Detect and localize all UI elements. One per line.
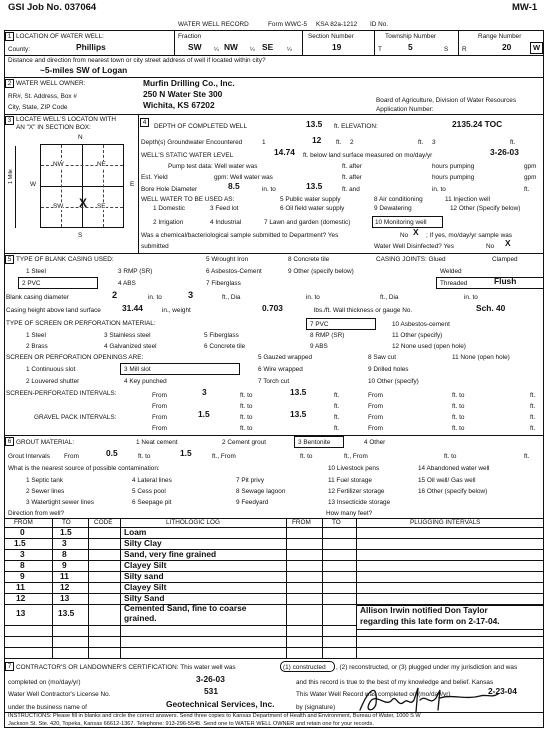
use-monitoring: 10 Monitoring well [375,219,427,226]
opening-drilled: 9 Drilled holes [368,366,409,373]
record-completed-label: This Water Well Record was completed on (mo/day/yr) [296,691,451,698]
log-header-plugging: PLUGGING INTERVALS [410,519,481,526]
use-air-conditioning: 8 Air conditioning [374,196,423,203]
spi-ft-2: ft. [530,392,536,399]
compass-east: E [130,181,135,188]
section-7-number: 7 [5,662,14,671]
gpi-from-label-2: From [368,414,383,421]
blank-to-value: 3 [188,290,194,300]
distance-value: ~5-miles SW of Logan [40,65,128,75]
section-6-number: 6 [5,437,14,446]
casing-clamped: Clamped [492,256,518,263]
section-grid [40,144,124,228]
bore-diameter-value: 8.5 [228,181,240,191]
static-level-tail: ft. below land surface measured on mo/day/yr [303,152,433,159]
use-irrigation: 2 Irrigation [153,219,184,226]
instructions-line-1: INSTRUCTIONS: Please fill in blanks and circle the correct answers. Send three copies to Kansas Department of Health and Environment, Bureau of Water, 1000 S W [8,713,421,719]
blank-diameter-value: 2 [112,290,118,300]
license-label: Water Well Contractor's License No. [8,691,111,698]
depth-label: DEPTH OF COMPLETED WELL [154,123,248,130]
log-row-to: 13 [60,593,70,603]
openings-title: SCREEN OR PERFORATION OPENINGS ARE: [6,354,144,361]
static-level-date: 3-26-03 [490,147,519,157]
pump-test-label: Pump test data: Well water was [168,163,258,170]
log-row-desc: Cemented Sand, fine to coarse [124,603,247,613]
use-injection: 11 Injection well [445,196,490,203]
mile-scale-label: 1 Mile [8,169,14,184]
spi-ft-to-3: ft. to [240,403,253,410]
section-1-number: 1 [5,32,14,41]
gpi-from-label-1: From [152,414,167,421]
certification-constructed: (1) constructed [283,664,326,671]
pump-gpm-1: gpm [524,163,537,170]
gpi-ft-to-1: ft. to [240,414,253,421]
use-other: 12 Other (Specify below) [450,205,521,212]
gravel-pack-label: GRAVEL PACK INTERVALS: [34,414,117,421]
bore-ft-2: ft. [524,186,530,193]
casing-rmp: 3 RMP (SR) [118,268,153,275]
owner-name: Murfin Drilling Co., Inc. [143,78,235,88]
fraction-3: SE [262,42,274,52]
blank-ft-dia-1: ft., Dia [222,294,241,301]
screen-rmp: 8 RMP (SR) [310,332,345,339]
grout-ft-from-1: ft., From [212,453,236,460]
opening-torch: 7 Torch cut [258,378,290,385]
blank-in-to: in. to [148,294,162,301]
section-1-title: LOCATION OF WATER WELL: [16,33,104,40]
late-form-note-line-1: Allison Irwin notified Don Taylor [360,605,488,615]
casing-asbestos: 6 Asbestos-Cement [206,268,262,275]
log-row-desc: Clayey Silt [124,582,167,592]
casing-pvc: 2 PVC [22,280,41,287]
certification-rest: , (2) reconstructed, or (3) plugged under my jurisdiction and was [336,664,518,671]
contamination-label: What is the nearest source of possible contamination: [8,465,160,472]
county-value: Phillips [76,42,106,52]
license-number: 531 [204,686,218,696]
certification-true-text: and this record is true to the best of my knowledge and belief. Kansas [296,679,494,686]
opening-key-punched: 4 Key punched [124,378,167,385]
grout-from-value: 0.5 [106,448,118,458]
business-name: Geotechnical Services, Inc. [166,699,275,709]
log-row-from: 9 [20,571,25,581]
township-number-label: Township Number [385,33,437,40]
quarter-mark-2: ¼ [250,47,255,53]
grout-ft-end: ft. [524,453,530,460]
contam-other: 16 Other (specify below) [418,488,488,495]
gpi-ft-to-4: ft. to [452,425,465,432]
section-2-number: 2 [5,79,14,88]
screen-stainless: 3 Stainless steel [104,332,151,339]
signature-label: by (signature) [296,704,336,711]
log-row-desc: Silty sand [124,571,164,581]
grout-cement-grout: 2 Cement grout [222,439,267,446]
business-name-label: under the business name of [8,704,87,711]
blank-in-to-2: in. to [306,294,320,301]
township-t-label: T [378,46,382,53]
use-feed-lot: 3 Feed lot [210,205,239,212]
application-number-label: Application Number: [376,106,434,113]
casing-other: 9 Other (specify below) [288,268,354,275]
section-number-label: Section Number [308,33,354,40]
bore-diameter-label: Bore Hole Diameter [141,186,198,193]
use-public-water: 5 Public water supply [280,196,341,203]
pump-after-2: ft. after [342,174,362,181]
address-label: RR#, St. Address, Box # [8,93,77,100]
contam-watertight: 3 Watertight sewer lines [26,499,94,506]
log-header-plug-from: FROM [292,519,311,526]
opening-louvered: 2 Louvered shutter [26,378,80,385]
log-row-desc: Silty Clay [124,538,162,548]
elevation-value: 2135.24 TOC [452,119,503,129]
grout-from-label: From [64,453,79,460]
log-row-desc: Silty Sand [124,593,165,603]
casing-concrete: 8 Concrete tile [288,256,330,263]
static-level-label: WELL'S STATIC WATER LEVEL [141,152,234,159]
disinfected-label: Water Well Disinfected? Yes [374,243,454,250]
contam-fuel: 11 Fuel storage [328,477,372,484]
contam-fertilizer: 12 Fertilizer storage [328,488,385,495]
est-yield-gpm: gpm: Well water was [214,174,273,181]
use-dewatering: 9 Dewatering [374,205,412,212]
board-label: Board of Agriculture, Division of Water Resources [376,97,517,104]
submitted-label: submitted [141,243,169,250]
log-row-from: 8 [20,560,25,570]
record-completed-date: 2-23-04 [488,686,517,696]
completed-on-label: completed on (mo/day/yr) [8,679,81,686]
grout-bentonite: 3 Bentonite [298,439,331,446]
opening-none: 11 None (open hole) [452,354,510,361]
pump-hours-2: hours pumping [432,174,475,181]
contractor-signature [356,682,506,716]
casing-height-value: 31.44 [122,303,143,313]
section-4-number: 4 [140,118,149,127]
casing-flush: Flush [494,276,517,286]
grout-ft-from-2: ft., From [344,453,368,460]
contam-pit-privy: 7 Pit privy [236,477,265,484]
opening-other: 10 Other (specify) [368,378,419,385]
gpi-ft-to-2: ft. to [452,414,465,421]
compass-south: S [78,232,83,239]
use-oil-field: 6 Oil field water supply [280,205,345,212]
late-form-note-line-2: regarding this late form on 2-17-04. [360,616,500,626]
contam-insecticide: 13 Insecticide storage [328,499,391,506]
contam-cess-pool: 5 Cess pool [132,488,166,495]
screen-pvc: 7 PVC [310,321,329,328]
groundwater-1-unit: ft. [336,139,342,146]
log-row-desc-continued: grained. [124,613,157,623]
gpi-ft-1: ft. [334,414,340,421]
casing-weight-label: in., weight [162,307,191,314]
log-row-to: 9 [62,560,67,570]
gpi-to-value: 13.5 [290,409,307,419]
pump-hours-1: hours pumping [432,163,475,170]
direction-label: Direction from well? [8,510,65,517]
casing-height-label: Casing height above land surface [6,307,101,314]
instructions-line-2: Jackson St. Ste. 420, Topeka, Kansas 66612-1367. Telephone: 913-296-5545. Send one to WATER WELL OWNER and retain one for your records. [8,721,374,727]
use-domestic: 1 Domestic [153,205,185,212]
screen-brass: 2 Brass [26,343,48,350]
screen-abs: 9 ABS [310,343,328,350]
quarter-mark-1: ¼ [214,47,219,53]
contam-septic: 1 Septic tank [26,477,63,484]
log-row-from: 12 [16,593,26,603]
grout-intervals-label: Grout Intervals [8,453,50,460]
blank-diameter-label: Blank casing diameter [6,294,69,301]
casing-welded: Welded [440,268,462,275]
screen-other: 11 Other (specify) [392,332,443,339]
gpi-from-label-4: From [368,425,383,432]
spi-ft-to-4: ft. to [452,403,465,410]
range-r-label: R [462,46,467,53]
section-3-title-a: LOCATE WELL'S LOCATON WITH [16,116,116,123]
spi-from-label-2: From [368,392,383,399]
how-many-feet-label: How many feet? [326,510,373,517]
well-id: MW-1 [512,2,538,13]
spi-ft-1: ft. [334,392,340,399]
log-header-lithology: LITHOLOGIC LOG [166,519,220,526]
blank-in-to-3: in. to [464,294,478,301]
log-header-code: CODE [94,519,113,526]
pump-gpm-2: gpm [524,174,537,181]
contam-seepage: 6 Seepage pit [132,499,172,506]
casing-schedule: Sch. 40 [476,303,506,313]
log-header-plug-to: TO [332,519,341,526]
quadrant-nw: NW [53,161,64,168]
well-location-mark: X [79,196,88,210]
elevation-label: ft. ELEVATION: [334,123,378,130]
screen-none: 12 None used (open hole) [392,343,466,350]
form-number: Form WWC-5 [268,21,308,28]
range-value: 20 [502,42,512,52]
chem-no-label: No [400,232,409,239]
section-3-number: 3 [5,116,14,125]
grout-ft-to-1: ft. to [138,453,151,460]
gpi-ft-2: ft. [530,414,536,421]
spi-from-label-1: From [152,392,167,399]
contam-abandoned-well: 14 Abandoned water well [418,465,490,472]
contam-sewer: 2 Sewer lines [26,488,65,495]
groundwater-3-number: 3 [432,139,436,146]
compass-west: W [30,181,37,188]
casing-fiberglass: 7 Fiberglass [206,280,241,287]
bore-in-to: in. to [262,186,276,193]
log-row-to: 8 [62,549,67,559]
est-yield-label: Est. Yield [141,174,168,181]
section-value: 19 [332,42,342,52]
bore-ft-and: ft. and [342,186,360,193]
casing-joints-label: CASING JOINTS: Glued [376,256,446,263]
log-row-from: 11 [16,582,25,592]
log-row-desc: Loam [124,527,147,537]
spi-ft-to-1: ft. to [240,392,253,399]
log-header-from: FROM [14,519,33,526]
fraction-2: NW [224,42,238,52]
grout-to-value: 1.5 [180,448,192,458]
groundwater-3-unit: ft. [510,139,516,146]
log-row-from: 3 [20,549,25,559]
opening-continuous: 1 Continuous slot [26,366,76,373]
depth-value: 13.5 [306,119,323,129]
completed-on-date: 3-26-03 [196,674,225,684]
spi-from-label-4: From [368,403,383,410]
log-header-to: TO [62,519,71,526]
township-value: 5 [408,42,413,52]
gpi-from-label-3: From [152,425,167,432]
screen-intervals-label: SCREEN-PERFORATED INTERVALS: [6,390,117,397]
id-number: ID No. [370,21,389,28]
log-row-to: 1.5 [60,527,72,537]
static-level-value: 14.74 [274,147,295,157]
use-industrial: 4 Industrial [210,219,242,226]
grout-title: GROUT MATERIAL: [16,439,74,446]
certification-label: CONTRACTOR'S OR LANDOWNER'S CERTIFICATION: This water well was [16,664,236,671]
county-label: County: [8,46,31,53]
use-label: WELL WATER TO BE USED AS: [141,196,235,203]
chem-sample-label: Was a chemical/bacteriological sample submitted to Department? Yes [141,232,339,239]
log-row-to: 11 [60,571,69,581]
bore-in-to-2: in. to [432,186,446,193]
log-row-from: 0 [20,527,25,537]
township-s-label: S [444,46,449,53]
grout-neat-cement: 1 Neat cement [136,439,178,446]
contam-lateral: 4 Lateral lines [132,477,172,484]
screen-concrete: 6 Concrete tile [204,343,246,350]
spi-from-label-3: From [152,403,167,410]
groundwater-1-value: 12 [312,135,322,145]
casing-weight-value: 0.703 [262,303,283,313]
casing-wall-label: lbs./ft. Wall thickness or gauge No. [314,307,413,314]
job-number: GSI Job No. 037064 [8,2,97,13]
contam-livestock: 10 Livestock pens [328,465,380,472]
opening-wire: 6 Wire wrapped [258,366,303,373]
casing-steel: 1 Steel [26,268,46,275]
log-row-desc: Sand, very fine grained [124,549,217,559]
gpi-ft-3: ft. [334,425,340,432]
log-row-from: 1.5 [14,538,26,548]
blank-ft-dia-2: ft., Dia [380,294,399,301]
grout-other: 4 Other [364,439,386,446]
chem-no-mark: X [413,227,419,237]
quadrant-ne: NE [97,161,106,168]
compass-north: N [78,134,83,141]
contam-oil-gas: 15 Oil well/ Gas well [418,477,476,484]
spi-to-value: 13.5 [290,387,307,397]
form-title: WATER WELL RECORD [178,21,249,28]
casing-threaded: Threaded [440,280,468,287]
groundwater-2-number: 2 [350,139,354,146]
gpi-ft-4: ft. [530,425,536,432]
screen-galvanized: 4 Galvanized steel [104,343,157,350]
log-row-desc: Clayey Silt [124,560,167,570]
spi-from-value: 3 [202,387,207,397]
groundwater-label: Depth(s) Groundwater Encountered [141,139,243,146]
spi-ft-to-2: ft. to [452,392,465,399]
distance-label: Distance and direction from nearest town or city street address of well if located within city? [8,57,266,64]
gpi-from-value: 1.5 [198,409,210,419]
screen-material-title: TYPE OF SCREEN OR PERFORATION MATERIAL: [6,320,156,327]
screen-asbestos: 10 Asbestos-cement [392,321,450,328]
range-number-label: Range Number [478,33,522,40]
contam-lagoon: 8 Sewage lagoon [236,488,286,495]
section-3-title-b: AN "X" IN SECTION BOX: [16,124,91,131]
section-2-title: WATER WELL OWNER: [16,80,86,87]
screen-steel: 1 Steel [26,332,46,339]
casing-abs: 4 ABS [118,280,136,287]
spi-ft-3: ft. [334,403,340,410]
use-lawn: 7 Lawn and garden (domestic) [264,219,351,226]
bore-depth-value: 13.5 [306,181,323,191]
groundwater-1-number: 1 [262,139,266,146]
fraction-label: Fraction [178,33,202,40]
pump-after-1: ft. after [342,163,362,170]
spi-ft-4: ft. [530,403,536,410]
owner-city: Wichita, KS 67202 [143,100,215,110]
chem-sample-tail: ; If yes, mo/day/yr sample was [426,232,512,239]
disinfected-no-label: No [486,243,495,250]
log-row-to: 12 [60,582,70,592]
opening-gauzed: 5 Gauzed wrapped [258,354,313,361]
ksa-reference: KSA 82a-1212 [316,21,358,28]
log-row-from: 13 [16,608,26,618]
opening-mill-slot: 3 Mill slot [124,366,151,373]
groundwater-2-unit: ft. [418,139,424,146]
city-label: City, State, ZIP Code [8,104,68,111]
grout-ft-to-3: ft. to [444,453,457,460]
casing-wrought-iron: 5 Wrought Iron [206,256,249,263]
opening-saw: 8 Saw cut [368,354,397,361]
casing-type-title: TYPE OF BLANK CASING USED: [16,256,114,263]
section-5-number: 5 [5,255,14,264]
gpi-ft-to-3: ft. to [240,425,253,432]
quadrant-se: SE [97,203,106,210]
screen-fiberglass: 5 Fiberglass [204,332,239,339]
grout-ft-to-2: ft. to [300,453,313,460]
contam-feedyard: 9 Feedyard [236,499,269,506]
quarter-mark-3: ¼ [287,47,292,53]
range-west-selected: W [530,42,543,54]
disinfected-no-mark: X [505,238,511,248]
owner-address: 250 N Water Ste 300 [143,89,223,99]
fraction-1: SW [188,42,202,52]
quadrant-sw: SW [53,203,64,210]
log-row-to: 13.5 [58,608,75,618]
log-row-to: 3 [62,538,67,548]
